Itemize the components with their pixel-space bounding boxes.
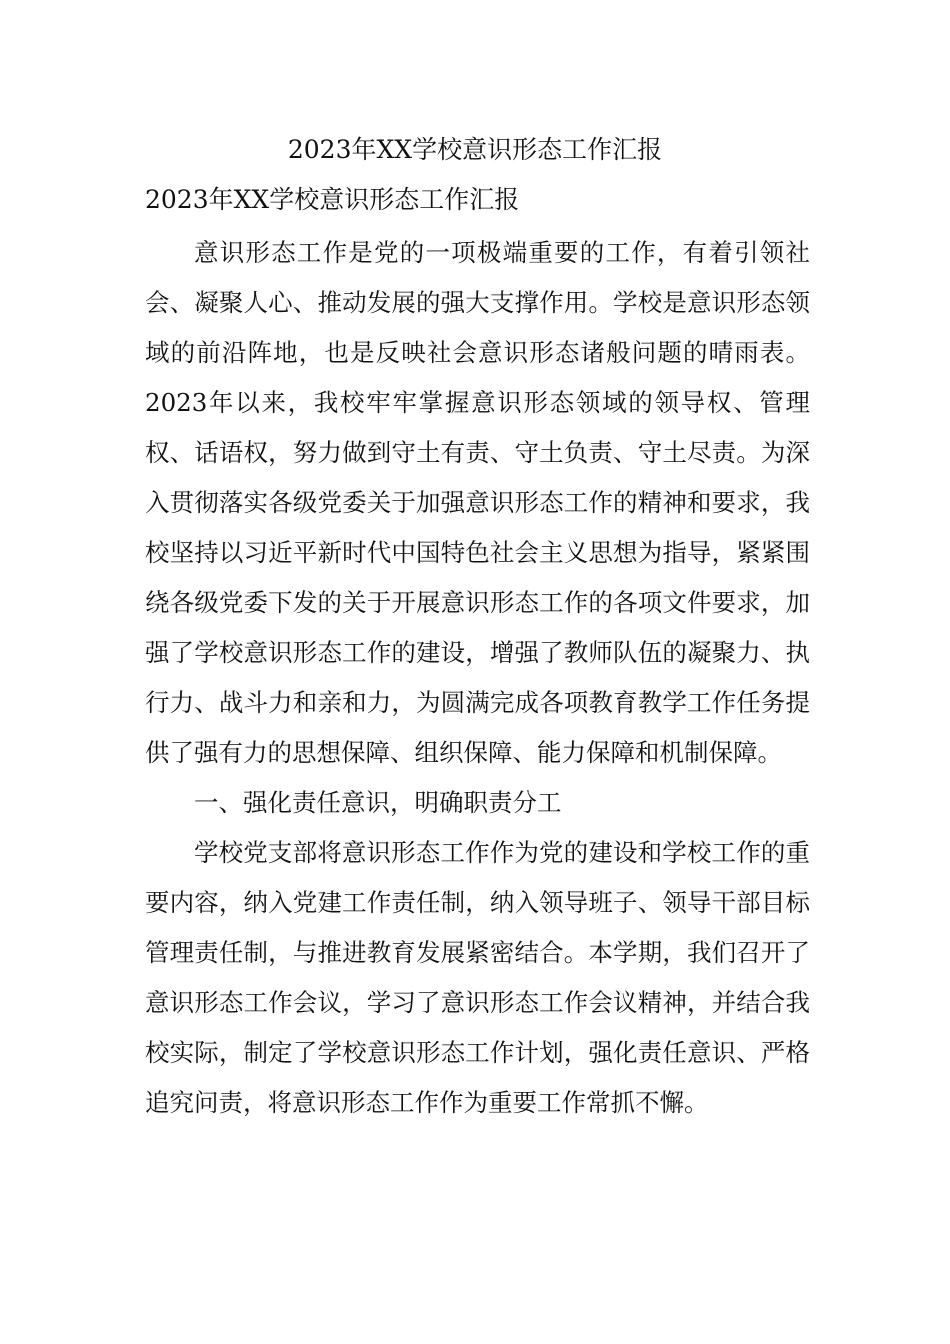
section-1-heading: 一、强化责任意识，明确职责分工 <box>194 788 562 817</box>
document-title: 2023年XX学校意识形态工作汇报 <box>287 135 663 164</box>
section-1-paragraph: 学校党支部将意识形态工作作为党的建设和学校工作的重要内容，纳入党建工作责任制，纳入领导班子、领导干部目标管理责任制，与推进教育发展紧密结合。本学期，我们召开了意识形态工作会议，学习了意识形态工作会议精神，并结合我校实际，制定了学校意识形态工作计划，强化责任意识、严格追究问责，将意识形态工作作为重要工作常抓不懈。 <box>145 838 810 1117</box>
intro-paragraph: 意识形态工作是党的一项极端重要的工作，有着引领社会、凝聚人心、推动发展的强大支撑作用。学校是意识形态领域的前沿阵地，也是反映社会意识形态诸般问题的晴雨表。2023年以来，我校牢牢掌握意识形态领域的领导权、管理权、话语权，努力做到守土有责、守土负责、守土尽责。为深入贯彻落实各级党委关于加强意识形态工作的精神和要求，我校坚持以习近平新时代中国特色社会主义思想为指导，紧紧围绕各级党委下发的关于开展意识形态工作的各项文件要求，加强了学校意识形态工作的建设，增强了教师队伍的凝聚力、执行力、战斗力和亲和力，为圆满完成各项教育教学工作任务提供了强有力的思想保障、组织保障、能力保障和机制保障。 <box>145 238 810 767</box>
document-subtitle: 2023年XX学校意识形态工作汇报 <box>145 185 520 214</box>
document-body <box>145 228 810 1128</box>
